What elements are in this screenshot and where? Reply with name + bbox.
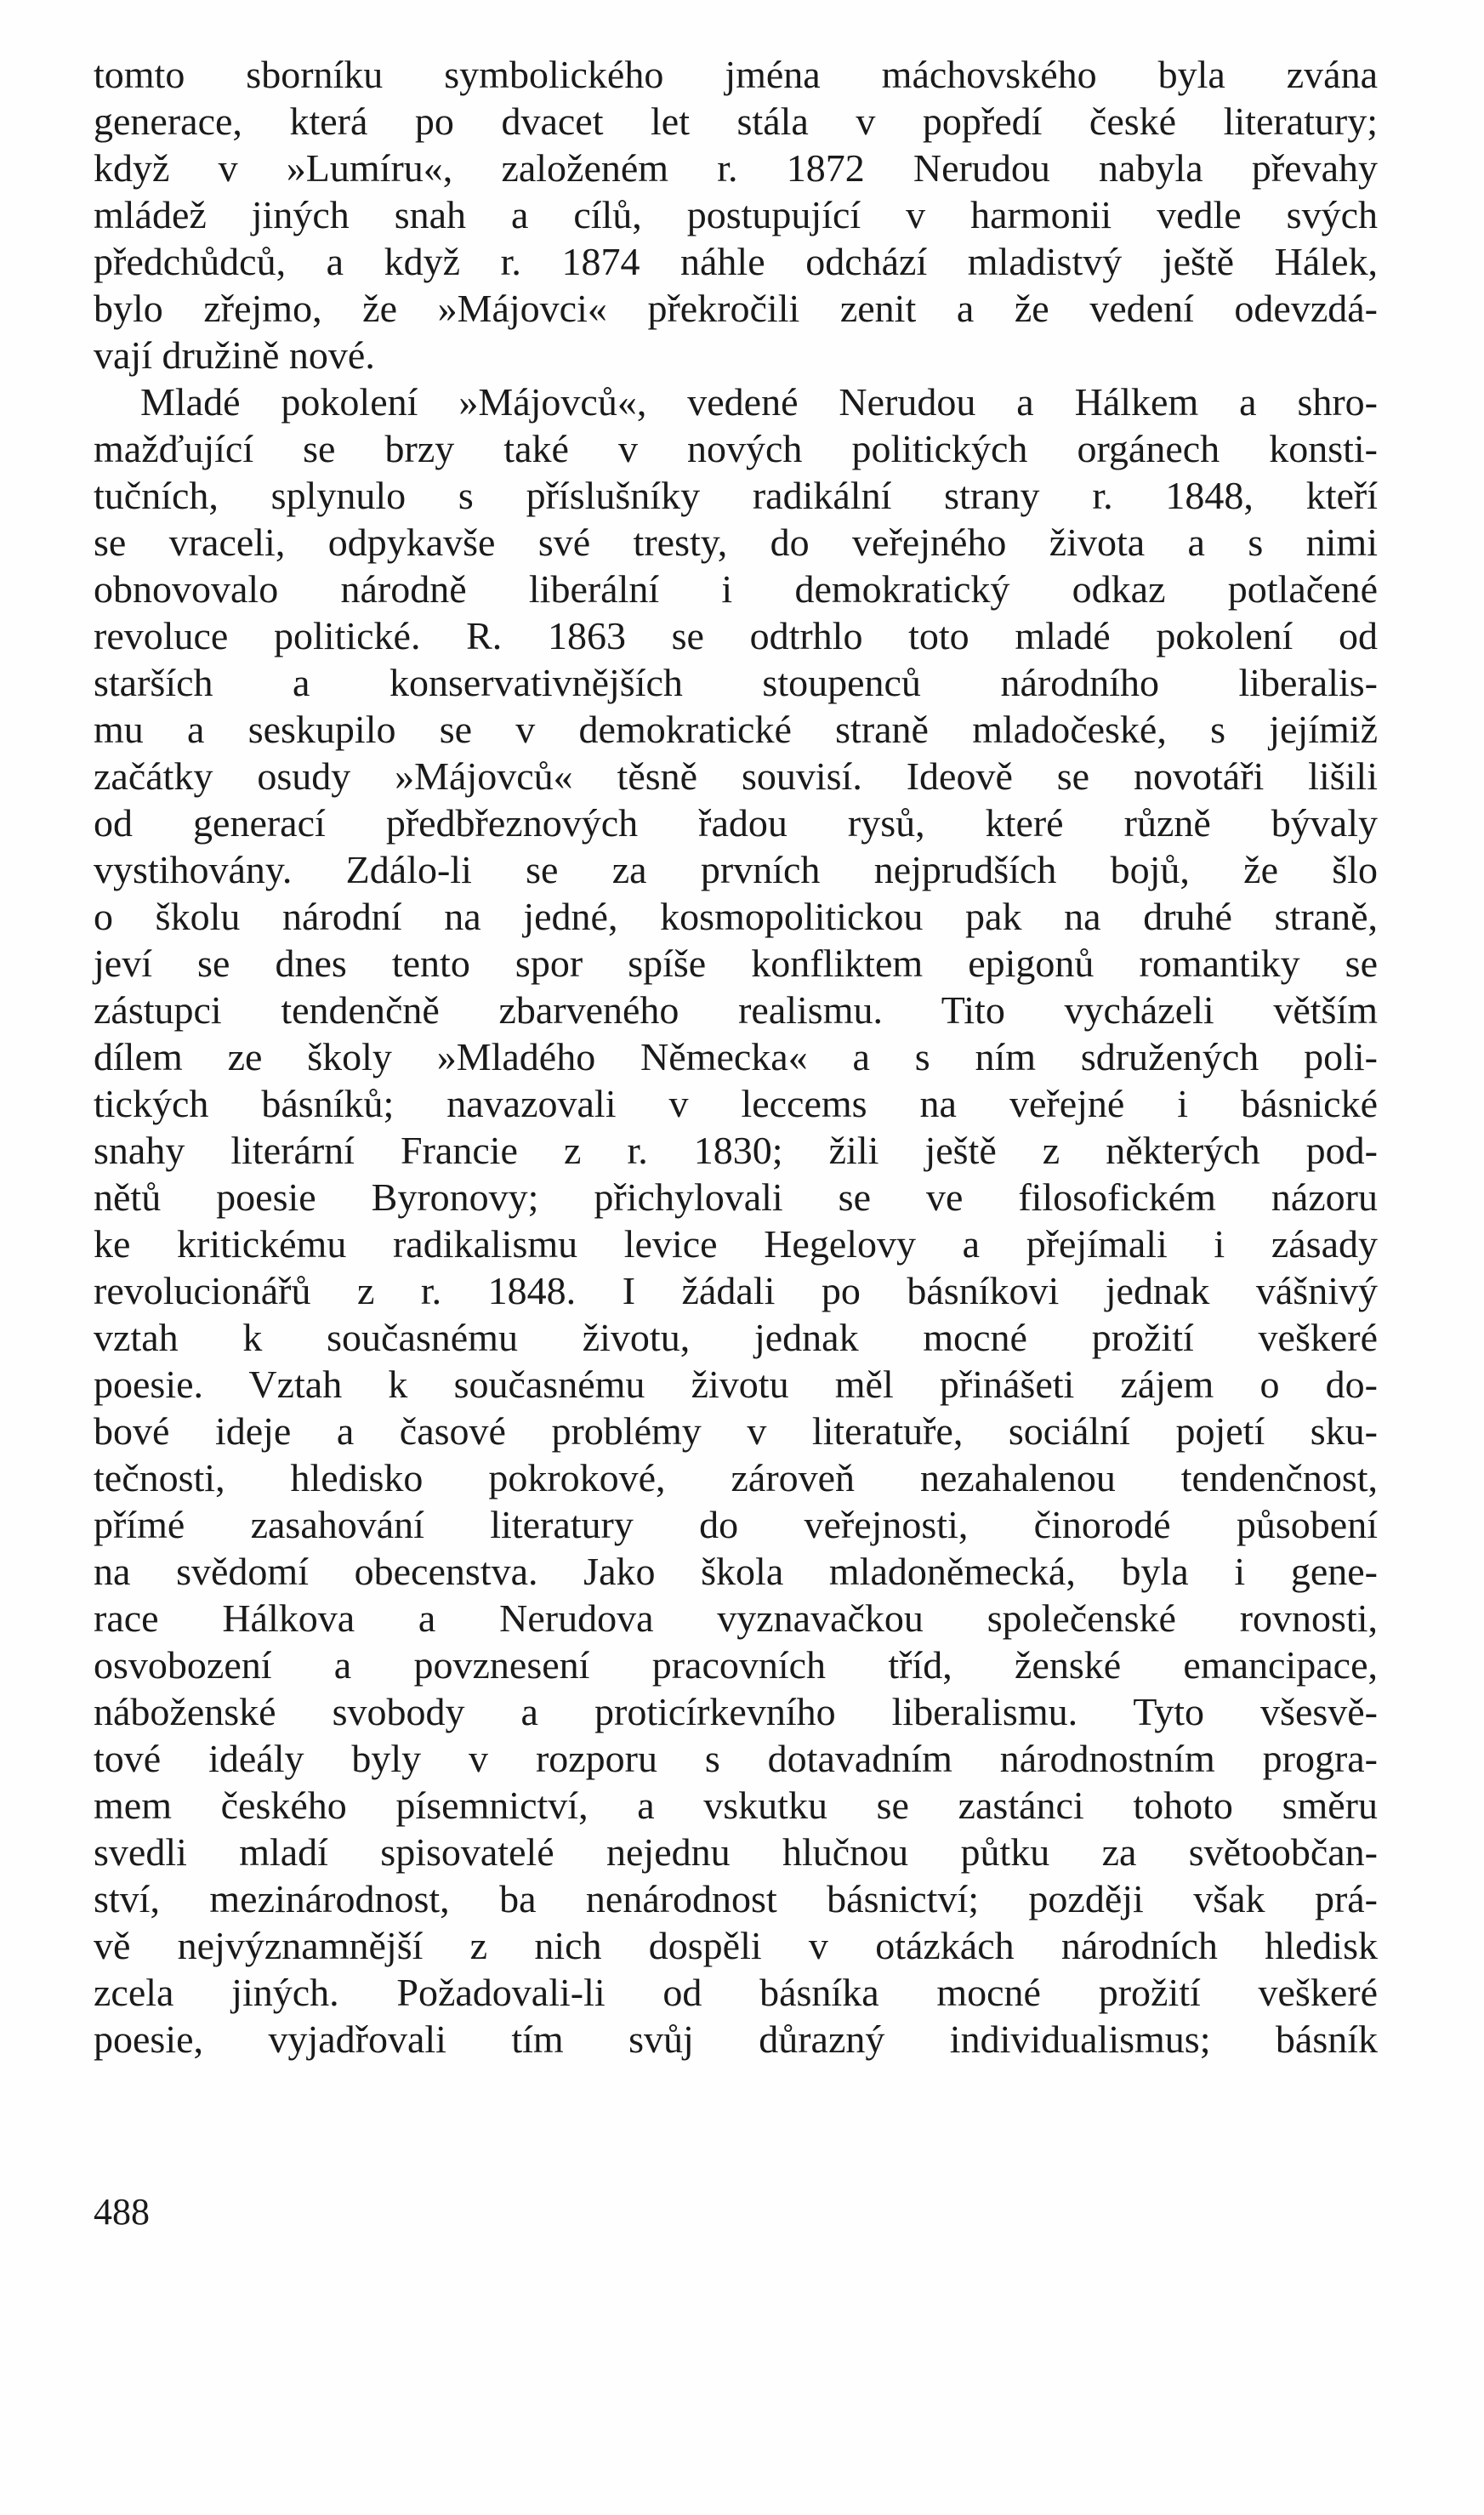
text-line: osvobození a povznesení pracovních tříd, ženské emancipace,	[94, 1643, 1378, 1687]
text-line: mem českého písemnictví, a vskutku se zastánci tohoto směru	[94, 1784, 1378, 1827]
text-line: mažďující se brzy také v nových politických orgánech konsti-	[94, 427, 1378, 470]
text-line: začátky osudy »Májovců« těsně souvisí. Ideově se novotáři lišili	[94, 754, 1378, 798]
text-line: revolucionářů z r. 1848. I žádali po básníkovi jednak vášnivý	[94, 1269, 1378, 1312]
text-line: se vraceli, odpykavše své tresty, do veřejného života a s nimi	[94, 521, 1378, 564]
text-line: přímé zasahování literatury do veřejnosti, činorodé působení	[94, 1503, 1378, 1546]
text-line: revoluce politické. R. 1863 se odtrhlo toto mladé pokolení od	[94, 614, 1378, 657]
text-line: od generací předbřeznových řadou rysů, které různě bývaly	[94, 801, 1378, 845]
text-line: na svědomí obecenstva. Jako škola mladoněmecká, byla i gene-	[94, 1550, 1378, 1593]
text-line: vztah k současnému životu, jednak mocné prožití veškeré	[94, 1316, 1378, 1359]
paragraph-2	[94, 378, 1378, 2063]
page-number: 488	[94, 2191, 150, 2233]
text-line: poesie, vyjadřovali tím svůj důrazný individualismus; básník	[94, 2017, 1378, 2061]
text-line: když v »Lumíru«, založeném r. 1872 Nerudou nabyla převahy	[94, 146, 1378, 190]
text-line: bové ideje a časové problémy v literatuře, sociální pojetí sku-	[94, 1409, 1378, 1453]
text-line: tové ideály byly v rozporu s dotavadním národnostním progra-	[94, 1737, 1378, 1780]
text-line: nětů poesie Byronovy; přichylovali se ve filosofickém názoru	[94, 1175, 1378, 1219]
text-line: předchůdců, a když r. 1874 náhle odchází mladistvý ještě Hálek,	[94, 240, 1378, 283]
text-line: dílem ze školy »Mladého Německa« a s ním sdružených poli-	[94, 1035, 1378, 1078]
text-line: generace, která po dvacet let stála v popředí české literatury;	[94, 100, 1378, 143]
text-line: tučních, splynulo s příslušníky radikální strany r. 1848, kteří	[94, 474, 1378, 517]
text-line: náboženské svobody a proticírkevního liberalismu. Tyto všesvě-	[94, 1690, 1378, 1733]
text-line: o školu národní na jedné, kosmopolitickou pak na druhé straně,	[94, 895, 1378, 938]
text-line: zcela jiných. Požadovali-li od básníka mocné prožití veškeré	[94, 1971, 1378, 2014]
text-line: bylo zřejmo, že »Májovci« překročili zenit a že vedení odevzdá-	[94, 287, 1378, 330]
paragraph-1	[94, 51, 1378, 378]
text-line: zástupci tendenčně zbarveného realismu. Tito vycházeli větším	[94, 988, 1378, 1032]
text-line: Mladé pokolení »Májovců«, vedené Nerudou a Hálkem a shro-	[140, 380, 1378, 424]
text-line: tomto sborníku symbolického jména máchovského byla zvána	[94, 53, 1378, 96]
text-line: starších a konservativnějších stoupenců národního liberalis-	[94, 661, 1378, 704]
body-text	[94, 51, 1378, 2063]
text-line: vají družině nové.	[94, 333, 375, 377]
text-line: snahy literární Francie z r. 1830; žili ještě z některých pod-	[94, 1129, 1378, 1172]
text-line: tečnosti, hledisko pokrokové, zároveň nezahalenou tendenčnost,	[94, 1456, 1378, 1499]
text-line: vě nejvýznamnější z nich dospěli v otázkách národních hledisk	[94, 1924, 1378, 1967]
text-line: mu a seskupilo se v demokratické straně mladočeské, s jejímiž	[94, 708, 1378, 751]
text-line: svedli mladí spisovatelé nejednu hlučnou půtku za světoobčan-	[94, 1830, 1378, 1874]
text-line: poesie. Vztah k současnému životu měl přinášeti zájem o do-	[94, 1363, 1378, 1406]
text-line: obnovovalo národně liberální i demokratický odkaz potlačené	[94, 567, 1378, 611]
text-line: vystihovány. Zdálo-li se za prvních nejprudších bojů, že šlo	[94, 848, 1378, 891]
text-line: tických básníků; navazovali v leccems na veřejné i básnické	[94, 1082, 1378, 1125]
text-line: ství, mezinárodnost, ba nenárodnost básnictví; později však prá-	[94, 1877, 1378, 1920]
text-line: mládež jiných snah a cílů, postupující v harmonii vedle svých	[94, 193, 1378, 236]
text-line: race Hálkova a Nerudova vyznavačkou společenské rovnosti,	[94, 1596, 1378, 1640]
text-line: jeví se dnes tento spor spíše konfliktem epigonů romantiky se	[94, 942, 1378, 985]
text-line: ke kritickému radikalismu levice Hegelovy a přejímali i zásady	[94, 1222, 1378, 1266]
